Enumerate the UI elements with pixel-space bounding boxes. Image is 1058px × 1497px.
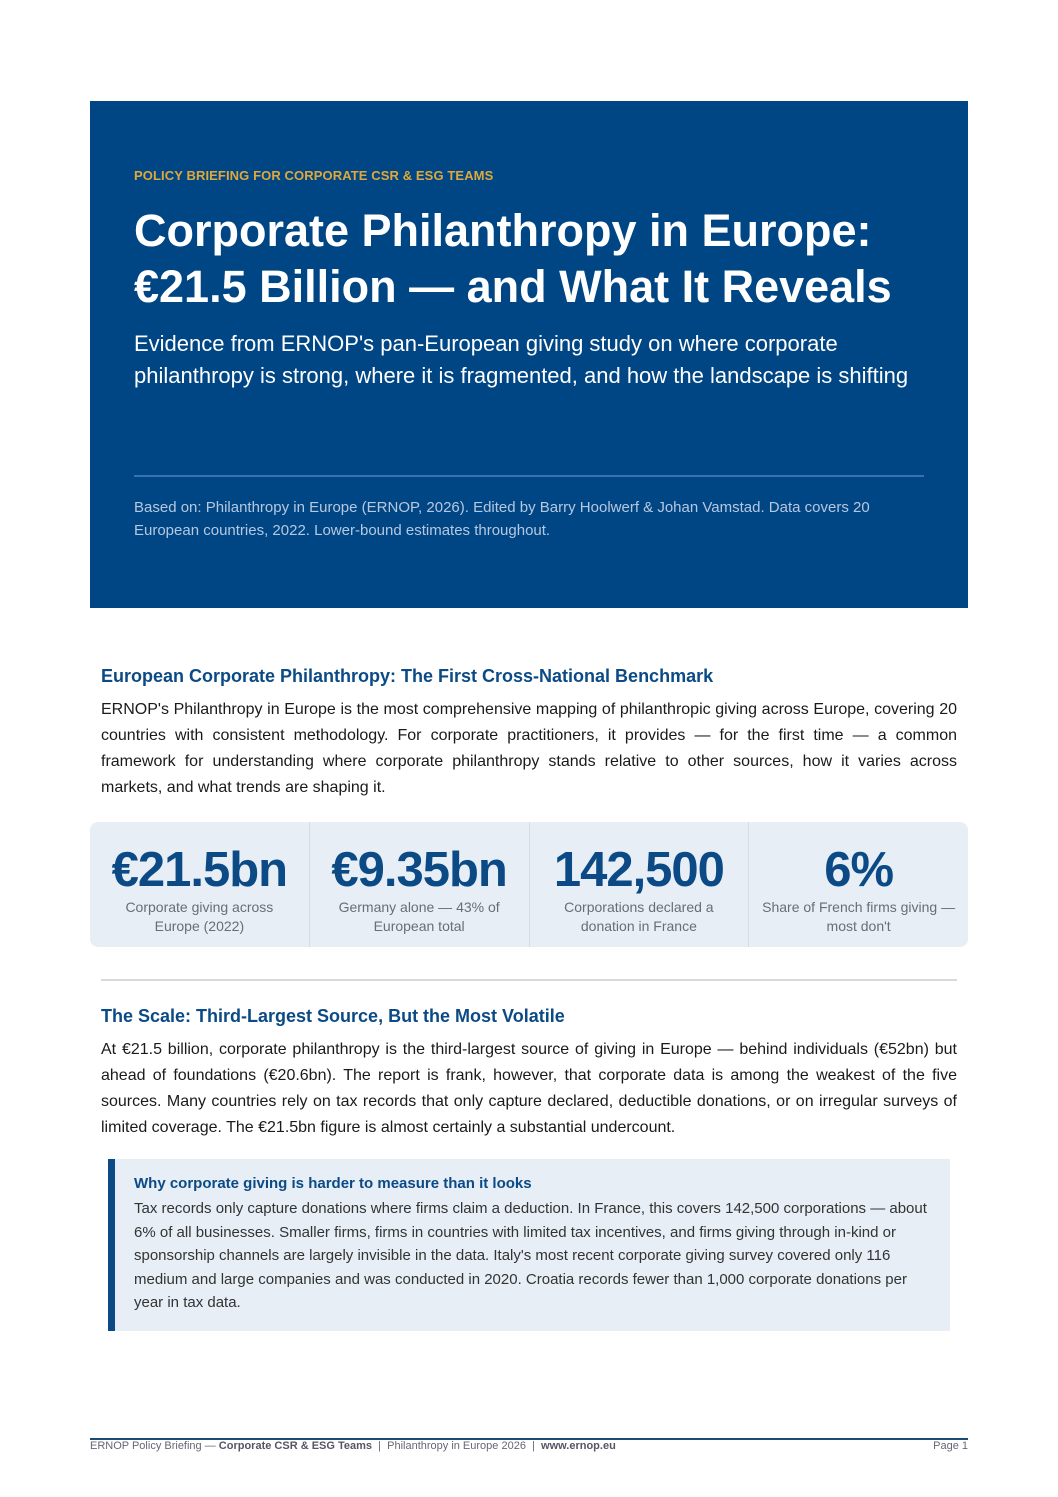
stat-card (530, 822, 750, 947)
section-heading-scale: The Scale: Third-Largest Source, But the Most Volatile (101, 1006, 565, 1026)
callout-box (108, 1159, 950, 1331)
title-line-1: Corporate Philanthropy in Europe: (134, 205, 872, 256)
section-body-benchmark: ERNOP's Philanthropy in Europe is the most comprehensive mapping of philanthropic giving across Europe, covering 20 countries with consistent methodology. For corporate practitioners, it provides — for the first time — a common framework for understanding where corporate philanthropy stands relative to other sources, how it varies across markets, and what trends are shaping it. (101, 701, 957, 796)
callout-body: Tax records only capture donations where firms claim a deduction. In France, this covers 142,500 corporations — about 6% of all businesses. Smaller firms, firms in countries with limited tax incentives, and firms giving through in-kind or sponsorship channels are largely invisible in the data. Italy's most recent corporate giving survey covered only 116 medium and large companies and was conducted in 2020. Croatia records fewer than 1,000 corporate donations per year in tax data. (134, 1200, 927, 1311)
section-divider (101, 979, 957, 981)
stat-label: Corporations declared a donation in France (564, 899, 714, 934)
title-line-2: €21.5 Billion — and What It Reveals (134, 261, 892, 312)
footer-text (90, 1440, 616, 1452)
footer-audience: Corporate CSR & ESG Teams (218, 1440, 373, 1452)
callout-title: Why corporate giving is harder to measure than it looks (134, 1175, 532, 1192)
page-title (134, 203, 934, 315)
stat-card (749, 822, 968, 947)
source-note: Based on: Philanthropy in Europe (ERNOP, 2026). Edited by Barry Hoolwerf & Johan Vamstad. Data covers 20 European countries, 2022. Lower-bound estimates throughout. (134, 499, 870, 539)
stat-label: Corporate giving across Europe (2022) (125, 899, 274, 934)
stat-card (310, 822, 530, 947)
footer-report: | Philanthropy in Europe 2026 | (372, 1440, 542, 1452)
stat-value: 142,500 (553, 843, 724, 897)
hero-kicker: POLICY BRIEFING FOR CORPORATE CSR & ESG TEAMS (134, 168, 494, 183)
hero-banner (90, 101, 968, 608)
footer-publication: ERNOP Policy Briefing — (90, 1440, 219, 1452)
section-heading-benchmark: European Corporate Philanthropy: The First Cross-National Benchmark (101, 666, 714, 686)
stat-label: Germany alone — 43% of European total (338, 899, 500, 934)
stat-value: €21.5bn (111, 843, 288, 897)
hero-divider (134, 475, 924, 477)
footer-website-link[interactable]: www.ernop.eu (541, 1440, 616, 1452)
page-footer (90, 1440, 968, 1452)
stat-value: €9.35bn (331, 843, 507, 897)
hero-subtitle: Evidence from ERNOP's pan-European giving study on where corporate philanthropy is strong, where it is fragmented, and how the landscape is shifting (134, 331, 909, 388)
stat-card (90, 822, 310, 947)
section-body-scale: At €21.5 billion, corporate philanthropy is the third-largest source of giving in Europe — behind individuals (€52bn) but ahead of foundations (€20.6bn). The report is frank, however, that corporate data is among the weakest of the five sources. Many countries rely on tax records that only capture declared, deductible donations, or on irregular surveys of limited coverage. The €21.5bn figure is almost certainly a substantial undercount. (101, 1041, 957, 1136)
page-number: Page 1 (933, 1440, 968, 1452)
stat-label: Share of French firms giving — most don't (762, 899, 956, 934)
stat-value: 6% (824, 843, 894, 897)
key-stats-panel (90, 822, 968, 947)
